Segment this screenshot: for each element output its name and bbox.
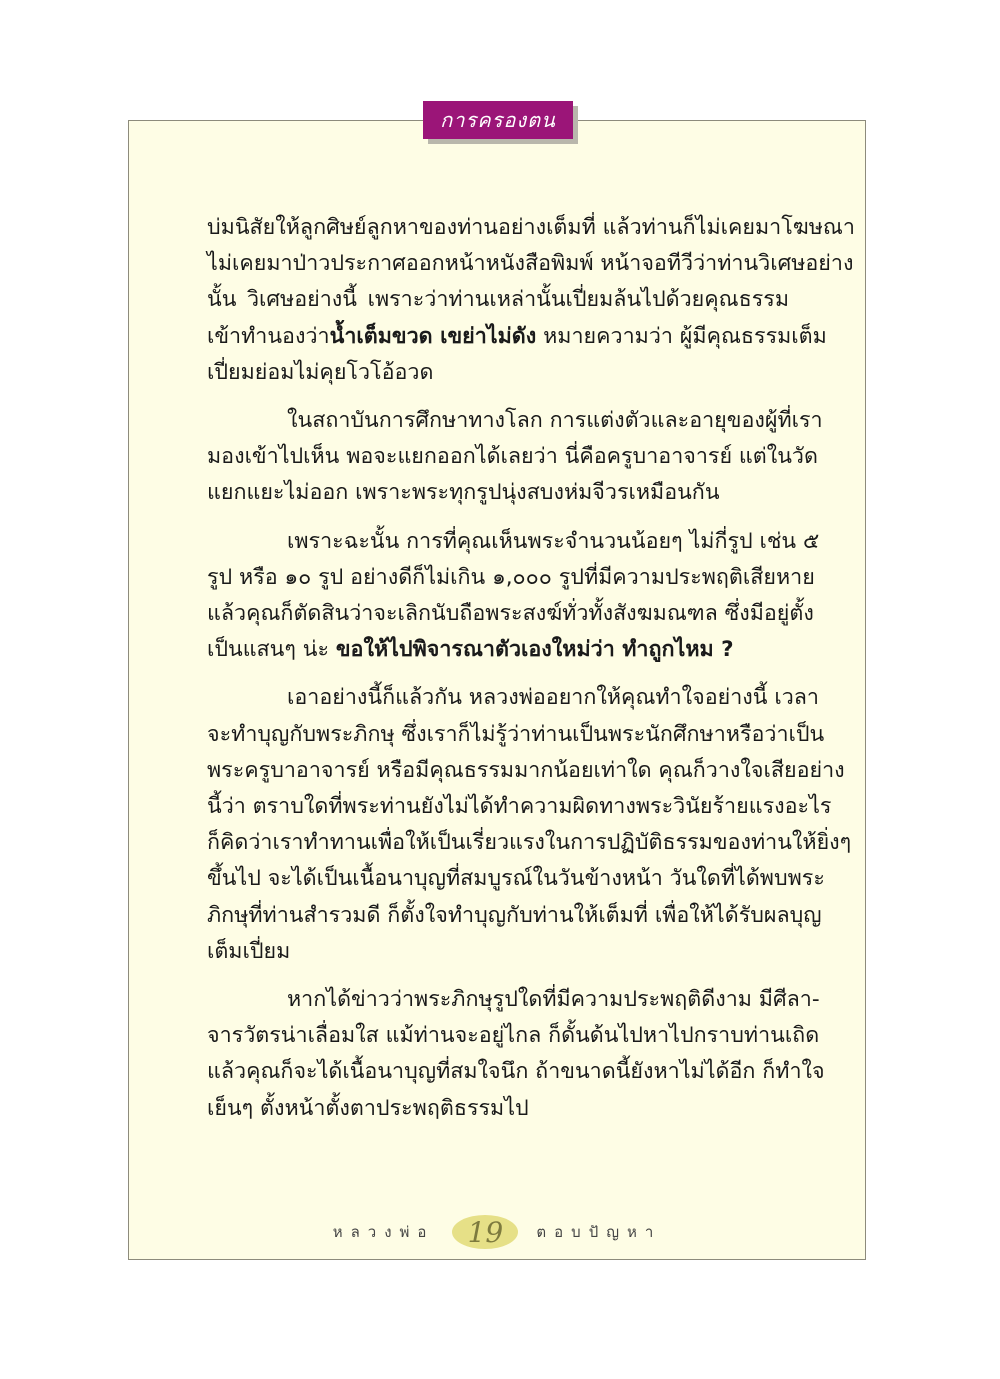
body-line: ขึ้นไป จะได้เป็นเนื้อนาบุญที่สมบูรณ์ในวันข้างหน้า วันใดที่ได้พบพระ (207, 866, 825, 892)
body-line: บ่มนิสัยให้ลูกศิษย์ลูกหาของท่านอย่างเต็มที่ แล้วท่านก็ไม่เคยมาโฆษณา (207, 215, 855, 240)
body-line: เพราะฉะนั้น การที่คุณเห็นพระจำนวนน้อยๆ ไม่กี่รูป เช่น ๕ (287, 528, 820, 554)
section-title-tab (423, 101, 573, 139)
body-line: พระครูบาอาจารย์ หรือมีคุณธรรมมากน้อยเท่าใด คุณก็วางใจเสียอย่าง (207, 757, 845, 783)
footer-left-text: หลวงพ่อ (332, 1223, 435, 1241)
body-line: ในสถาบันการศึกษาทางโลก การแต่งตัวและอายุของผู้ที่เรา (287, 408, 823, 434)
page-footer (128, 1212, 866, 1252)
body-text-run: เป็นแสนๆ น่ะ (207, 637, 336, 663)
body-line: แล้วคุณก็จะได้เนื้อนาบุญที่สมใจนึก ถ้าขนาดนี้ยังหาไม่ได้อีก ก็ทำใจ (207, 1059, 825, 1085)
body-line: เปี่ยมย่อมไม่คุยโวโอ้อวด (207, 359, 434, 385)
bold-question: ขอให้ไปพิจารณาตัวเองใหม่ว่า ทำถูกไหม ? (335, 637, 734, 663)
body-line: แยกแยะไม่ออก เพราะพระทุกรูปนุ่งสบงห่มจีวรเหมือนกัน (207, 480, 720, 506)
bold-proverb: น้ำเต็มขวด เขย่าไม่ดัง (329, 323, 537, 349)
body-line: มองเข้าไปเห็น พอจะแยกออกได้เลยว่า นี่คือครูบาอาจารย์ แต่ในวัด (207, 444, 818, 470)
section-title: การครองตน (440, 108, 556, 132)
body-line: จารวัตรน่าเลื่อมใส แม้ท่านจะอยู่ไกล ก็ดั้นด้นไปหาไปกราบท่านเถิด (207, 1023, 820, 1049)
footer-right-text: ตอบปัญหา (536, 1223, 662, 1241)
body-line: หากได้ข่าวว่าพระภิกษุรูปใดที่มีความประพฤติดีงาม มีศีลา- (287, 987, 820, 1013)
body-line: เต็มเปี่ยม (207, 938, 291, 964)
page-number-badge (452, 1215, 518, 1249)
body-line: เย็นๆ ตั้งหน้าตั้งตาประพฤติธรรมไป (207, 1095, 529, 1121)
body-line: จะทำบุญกับพระภิกษุ ซึ่งเราก็ไม่รู้ว่าท่านเป็นพระนักศึกษาหรือว่าเป็น (207, 721, 825, 747)
body-line: ก็คิดว่าเราทำทานเพื่อให้เป็นเรี่ยวแรงในการปฏิบัติธรรมของท่านให้ยิ่งๆ (207, 830, 852, 856)
body-line: นั้น วิเศษอย่างนี้ เพราะว่าท่านเหล่านั้นเปี่ยมล้นไปด้วยคุณธรรม (207, 287, 789, 313)
body-line: เอาอย่างนี้ก็แล้วกัน หลวงพ่ออยากให้คุณทำใจอย่างนี้ เวลา (287, 685, 820, 711)
body-line (207, 319, 827, 355)
body-line (207, 632, 789, 668)
body-line: ไม่เคยมาป่าวประกาศออกหน้าหนังสือพิมพ์ หน้าจอทีวีว่าท่านวิเศษอย่าง (207, 251, 854, 277)
body-text-run: หมายความว่า ผู้มีคุณธรรมเต็ม (536, 323, 827, 349)
body-line: รูป หรือ ๑๐ รูป อย่างดีก็ไม่เกิน ๑,๐๐๐ รูปที่มีความประพฤติเสียหาย (207, 564, 815, 590)
body-text-run: เข้าทำนองว่า (207, 323, 330, 349)
body-text (207, 210, 855, 1127)
page-number: 19 (467, 1215, 504, 1249)
body-line: นี้ว่า ตราบใดที่พระท่านยังไม่ได้ทำความผิดทางพระวินัยร้ายแรงอะไร (207, 794, 832, 820)
body-line: แล้วคุณก็ตัดสินว่าจะเลิกนับถือพระสงฆ์ทั่วทั้งสังฆมณฑล ซึ่งมีอยู่ตั้ง (207, 601, 814, 627)
body-line: ภิกษุที่ท่านสำรวมดี ก็ตั้งใจทำบุญกับท่านให้เต็มที่ เพื่อให้ได้รับผลบุญ (207, 902, 822, 928)
